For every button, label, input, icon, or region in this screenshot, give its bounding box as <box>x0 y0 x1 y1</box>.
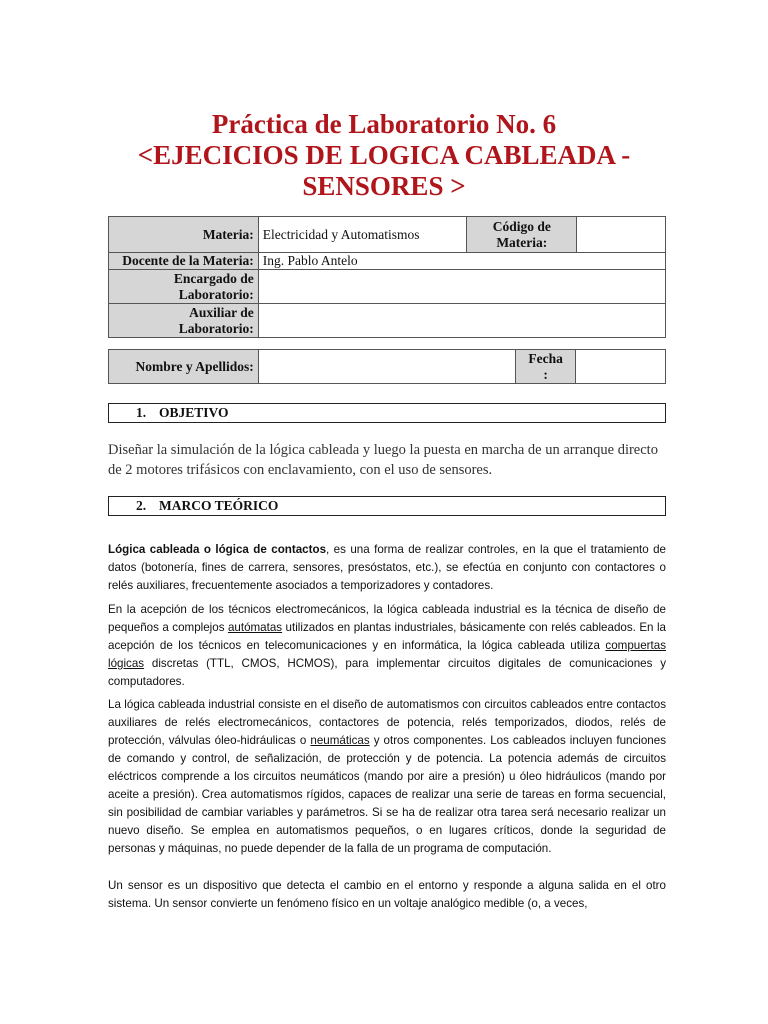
paragraph-sensor: Un sensor es un dispositivo que detecta el cambio en el entorno y responde a alguna salida en el otro sistema. Un sensor convierte un fenómeno físico en un voltaje analógico medible (o, a veces, <box>108 879 666 910</box>
docente-value: Ing. Pablo Antelo <box>258 253 665 270</box>
paragraph-text: discretas (TTL, CMOS, HCMOS), para implementar circuitos digitales de comunicaciones y computadores. <box>108 657 666 688</box>
paragraph-acepcion <box>108 601 666 691</box>
objective-text: Diseñar la simulación de la lógica cableada y luego la puesta en marcha de un arranque directo de 2 motores trifásicos con enclavamiento, con el uso de sensores. <box>108 442 658 478</box>
section-heading-marco-teorico <box>108 496 666 516</box>
auxiliar-value <box>258 304 665 338</box>
nombre-value <box>258 350 515 384</box>
title-line-1: Práctica de Laboratorio No. 6 <box>211 109 557 139</box>
section-number: 2. <box>136 498 147 513</box>
docente-label: Docente de la Materia: <box>109 253 259 270</box>
codigo-label: Código de Materia: <box>467 217 577 253</box>
link-automatas[interactable]: autómatas <box>227 621 283 634</box>
link-compuertas-logicas[interactable]: compuertas lógicas <box>108 639 666 670</box>
paragraph-text: La lógica cableada industrial consiste en el diseño de automatismos con circuitos cableados entre contactos auxiliares de relés electromecánicos, contactores de potencia, relés temporizados, diodos, relés de protección, válvulas óleo-hidráulicas o <box>108 698 666 747</box>
encargado-label: Encargado de Laboratorio: <box>109 270 259 304</box>
nombre-label: Nombre y Apellidos: <box>109 350 259 384</box>
paragraph-text: y otros componentes. Los cableados incluyen funciones de comando y control, de señalización, de protección y de potencia. La potencia además de circuitos eléctricos comprende a los circuitos neumáticos (mando por aire a presión) u óleo hidráulicos (mando por aceite a presión). Crea automatismos rígidos, capaces de realizar una serie de tareas en forma secuencial, sin posibilidad de cambiar variables y parámetros. Si se ha de realizar otra tarea será necesario realizar un nuevo diseño. Se emplea en automatismos pequeños, o en lugares críticos, donde la seguridad de personas y máquinas, no puede depender de la falla de un programa de computación. <box>108 734 666 855</box>
materia-label: Materia: <box>109 217 259 253</box>
fecha-value <box>576 350 666 384</box>
paragraph-text: En la acepción de los técnicos electromecánicos, la lógica cableada industrial es la técnica de diseño de pequeños a complejos <box>108 603 666 634</box>
title-line-3: SENSORES > <box>302 171 466 201</box>
section-heading-objetivo <box>108 403 666 423</box>
term-bold: Lógica cableada o lógica de contactos <box>108 543 327 556</box>
fecha-label-word: Fecha <box>528 350 563 366</box>
section-title: MARCO TEÓRICO <box>159 498 279 513</box>
title-line-2: <EJECICIOS DE LOGICA CABLEADA - <box>137 140 631 170</box>
section-title: OBJETIVO <box>159 405 229 420</box>
fecha-label <box>516 350 576 384</box>
paragraph-logica-cableada <box>108 541 666 595</box>
link-neumaticas[interactable]: neumáticas <box>310 734 370 747</box>
codigo-value <box>577 217 666 253</box>
student-info-table <box>108 349 666 384</box>
paragraph-logica-industrial <box>108 696 666 858</box>
paragraph-text: , es una forma de realizar controles, en la que el tratamiento de datos (botonería, fines de carrera, sensores, presóstatos, etc.), se efectúa en conjunto con contactores o relés auxiliares, frecuentemente asociados a temporizadores y contadores. <box>108 543 667 592</box>
auxiliar-label: Auxiliar de Laboratorio: <box>109 304 259 338</box>
paragraph-text: utilizados en plantas industriales, básicamente con relés cableados. En la acepción de los técnicos en telecomunicaciones y en informática, la lógica cableada utiliza <box>108 621 666 652</box>
section-number: 1. <box>136 405 147 420</box>
materia-value: Electricidad y Automatismos <box>258 217 467 253</box>
fecha-label-colon: : <box>543 366 548 382</box>
course-info-table <box>108 216 666 338</box>
encargado-value <box>258 270 665 304</box>
